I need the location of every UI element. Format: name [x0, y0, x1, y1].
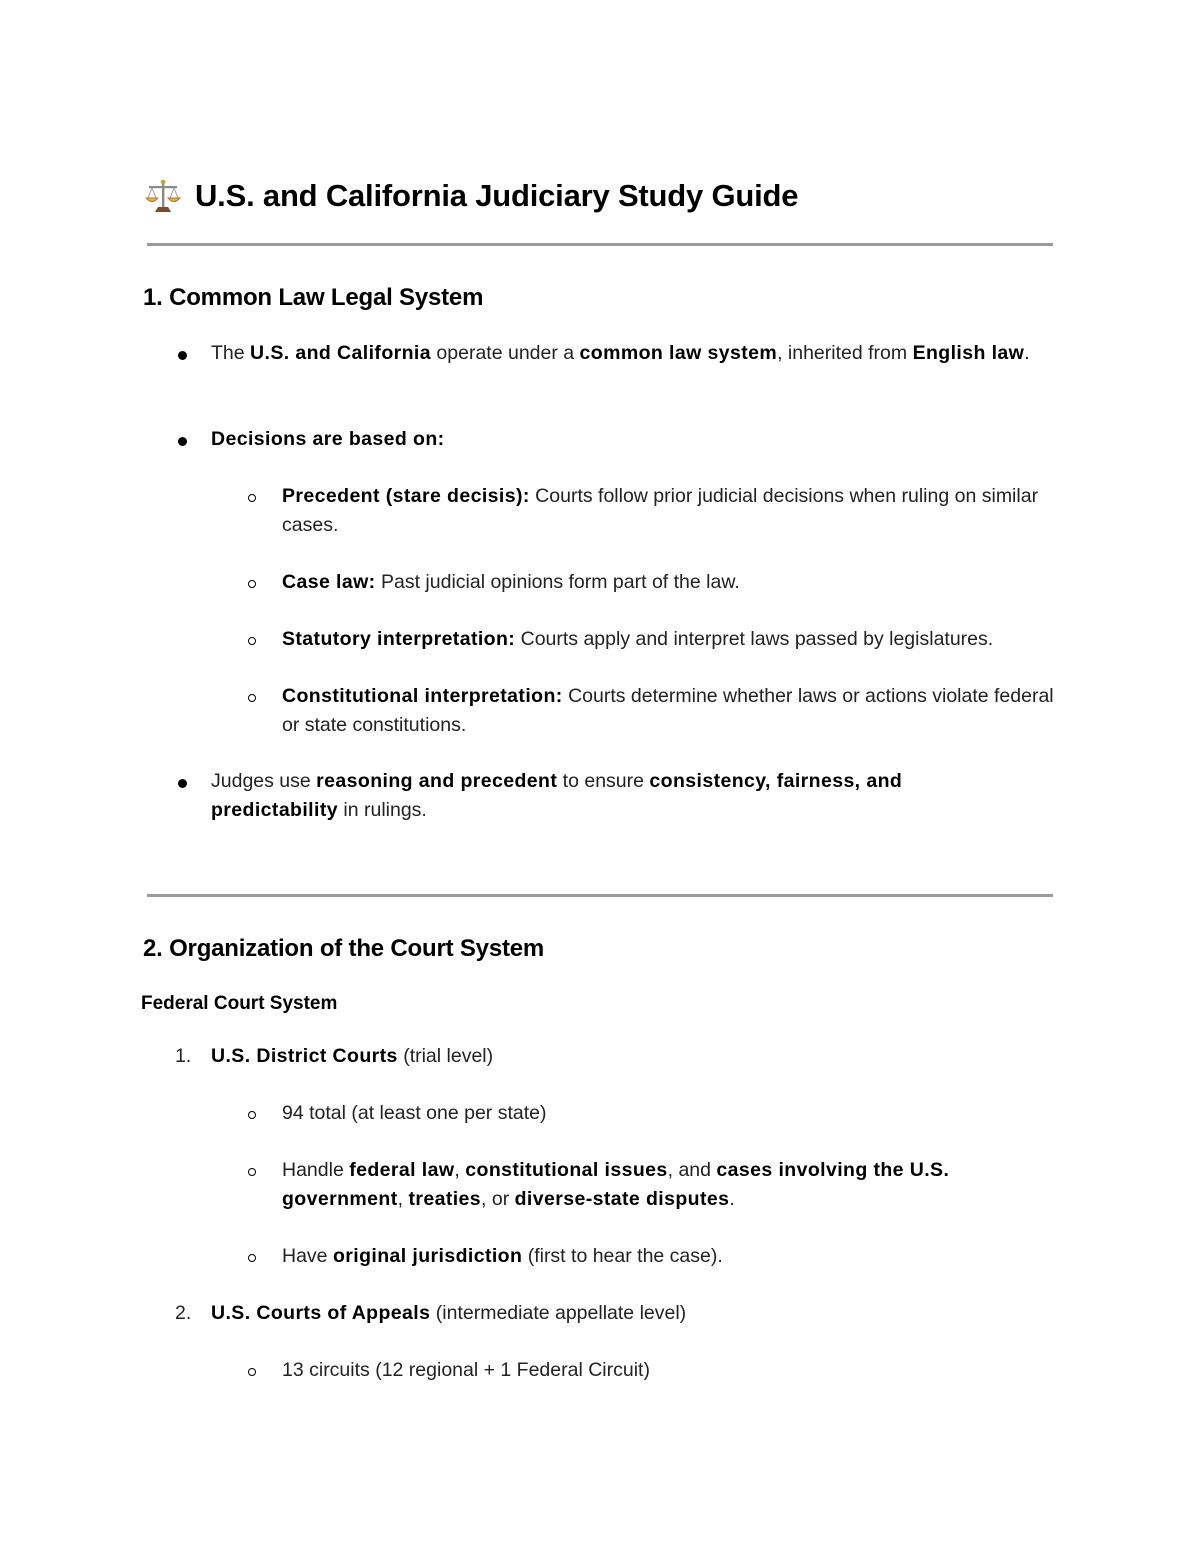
- sub-list-item: [282, 568, 1072, 597]
- list-item: [211, 425, 1061, 454]
- text-run: .: [729, 1188, 735, 1210]
- text-run: , or: [481, 1188, 515, 1210]
- bold-run: cases involving the U.S. government: [282, 1159, 950, 1210]
- bold-run: Case law:: [282, 571, 376, 593]
- bold-run: federal law: [349, 1159, 455, 1181]
- text-run: The: [211, 342, 251, 364]
- text-run: 13 circuits (12 regional + 1 Federal Circuit): [282, 1359, 650, 1381]
- sub-list-item: [282, 1242, 1072, 1271]
- text-run: Past judicial opinions form part of the law.: [375, 571, 740, 593]
- bold-run: original jurisdiction: [332, 1245, 523, 1267]
- sub-list-item: [282, 482, 1072, 540]
- sub-list-item: [282, 1356, 1072, 1385]
- page-title: U.S. and California Judiciary Study Guide: [195, 178, 799, 213]
- hollow-bullet-icon: [248, 637, 256, 645]
- text-run: Judges use: [211, 770, 317, 792]
- text-run: ,: [454, 1159, 466, 1181]
- hollow-bullet-icon: [248, 580, 256, 588]
- hollow-bullet-icon: [248, 494, 256, 502]
- bold-run: diverse-state disputes: [514, 1188, 730, 1210]
- bold-run: English law: [912, 342, 1025, 364]
- text-run: , inherited from: [777, 342, 913, 364]
- sub-list-item: [282, 1156, 1022, 1214]
- title-row: [143, 176, 798, 216]
- horizontal-rule: [147, 894, 1053, 897]
- text-run: (intermediate appellate level): [430, 1302, 687, 1324]
- bold-run: Precedent (stare decisis):: [282, 485, 530, 507]
- text-run: (trial level): [397, 1045, 494, 1067]
- bold-run: treaties: [408, 1188, 482, 1210]
- hollow-bullet-icon: [248, 1111, 256, 1119]
- bullet-icon: [178, 437, 187, 446]
- section-heading: 2. Organization of the Court System: [143, 935, 545, 962]
- sub-list-item: [282, 682, 1072, 740]
- bullet-icon: [178, 351, 187, 360]
- text-run: Courts determine whether laws or actions violate federal or state constitutions.: [282, 685, 1054, 736]
- sub-list-item: [282, 625, 1082, 654]
- text-run: Courts apply and interpret laws passed by legislatures.: [515, 628, 994, 650]
- text-run: Handle: [282, 1159, 350, 1181]
- bold-run: Decisions are based on:: [211, 428, 445, 450]
- bold-run: common law system: [579, 342, 778, 364]
- bold-run: U.S. Courts of Appeals: [211, 1302, 431, 1324]
- bold-run: consistency, fairness, and predictability: [211, 770, 903, 821]
- list-item: [211, 767, 991, 825]
- hollow-bullet-icon: [248, 1168, 256, 1176]
- text-run: (first to hear the case).: [522, 1245, 723, 1267]
- list-item: [211, 339, 1061, 368]
- text-run: , and: [667, 1159, 717, 1181]
- text-run: ,: [397, 1188, 409, 1210]
- subsection-heading: Federal Court System: [141, 993, 338, 1014]
- text-run: 94 total (at least one per state): [282, 1102, 547, 1124]
- hollow-bullet-icon: [248, 1368, 256, 1376]
- numbered-item: [211, 1299, 1061, 1328]
- text-run: Courts follow prior judicial decisions when ruling on similar cases.: [282, 485, 1039, 536]
- hollow-bullet-icon: [248, 694, 256, 702]
- balance-scale-icon: [143, 176, 183, 216]
- text-run: operate under a: [431, 342, 580, 364]
- hollow-bullet-icon: [248, 1254, 256, 1262]
- bold-run: reasoning and precedent: [316, 770, 558, 792]
- bullet-icon: [178, 779, 187, 788]
- text-run: in rulings.: [337, 799, 427, 821]
- list-number: 1.: [175, 1045, 192, 1067]
- bold-run: U.S. District Courts: [211, 1045, 398, 1067]
- text-run: to ensure: [557, 770, 650, 792]
- numbered-item: [211, 1042, 1061, 1071]
- bold-run: Statutory interpretation:: [282, 628, 516, 650]
- text-run: .: [1024, 342, 1030, 364]
- bold-run: constitutional issues: [465, 1159, 668, 1181]
- section-heading: 1. Common Law Legal System: [143, 284, 484, 311]
- bold-run: U.S. and California: [250, 342, 431, 364]
- text-run: Have: [282, 1245, 333, 1267]
- list-number: 2.: [175, 1302, 192, 1324]
- bold-run: Constitutional interpretation:: [282, 685, 563, 707]
- sub-list-item: [282, 1099, 1072, 1128]
- horizontal-rule: [147, 243, 1053, 246]
